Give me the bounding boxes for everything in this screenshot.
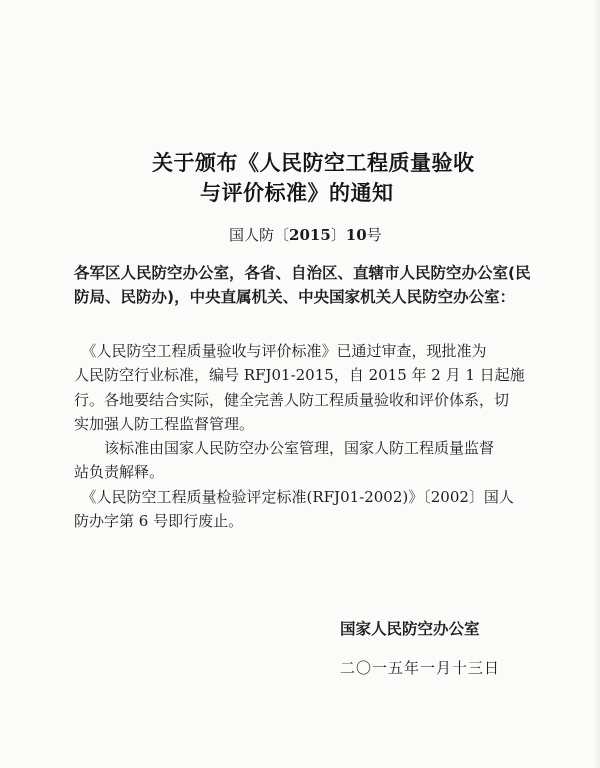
doc-number-suffix: 号 xyxy=(366,226,382,244)
doc-number-year: 2015 xyxy=(289,226,331,244)
addressee-block xyxy=(74,261,534,309)
paragraph-1-line-3: 行。各地要结合实际，健全完善人防工程质量验收和评价体系，切 xyxy=(74,390,510,409)
document-number xyxy=(229,224,382,245)
paragraph-3-line-2: 防办字第 6 号即行废止。 xyxy=(74,512,244,531)
paragraph-1-line-1: 《人民防空工程质量验收与评价标准》已通过审查，现批准为 xyxy=(74,342,487,360)
document-title-line-1: 关于颁布《人民防空工程质量验收 xyxy=(152,151,475,175)
body-text xyxy=(74,339,544,533)
paragraph-1-line-4: 实加强人防工程监督管理。 xyxy=(74,414,255,433)
paragraph-2-line-1: 该标准由国家人民防空办公室管理，国家人防工程质量监督 xyxy=(74,439,495,458)
doc-number-prefix: 国人防〔 xyxy=(229,226,290,244)
issue-date: 二〇一五年一月十三日 xyxy=(340,659,501,677)
doc-number-middle: 〕 xyxy=(330,226,346,244)
doc-number-num: 10 xyxy=(345,226,367,244)
addressee-line-2: 防局、民防办)，中央直属机关、中央国家机关人民防空办公室： xyxy=(74,288,516,306)
signer: 国家人民防空办公室 xyxy=(340,620,480,638)
scan-edge-shadow xyxy=(594,0,600,768)
paragraph-3-line-1: 《人民防空工程质量检验评定标准(RFJ01-2002)》〔2002〕国人 xyxy=(74,487,514,506)
addressee-line-1: 各军区人民防空办公室，各省、自治区、直辖市人民防空办公室(民 xyxy=(74,264,531,282)
document-title-line-2: 与评价标准》的通知 xyxy=(200,181,394,205)
paragraph-2-line-2: 站负责解释。 xyxy=(74,463,165,482)
paragraph-1-line-2: 人民防空行业标准，编号 RFJ01-2015，自 2015 年 2 月 1 日起施 xyxy=(74,366,525,385)
